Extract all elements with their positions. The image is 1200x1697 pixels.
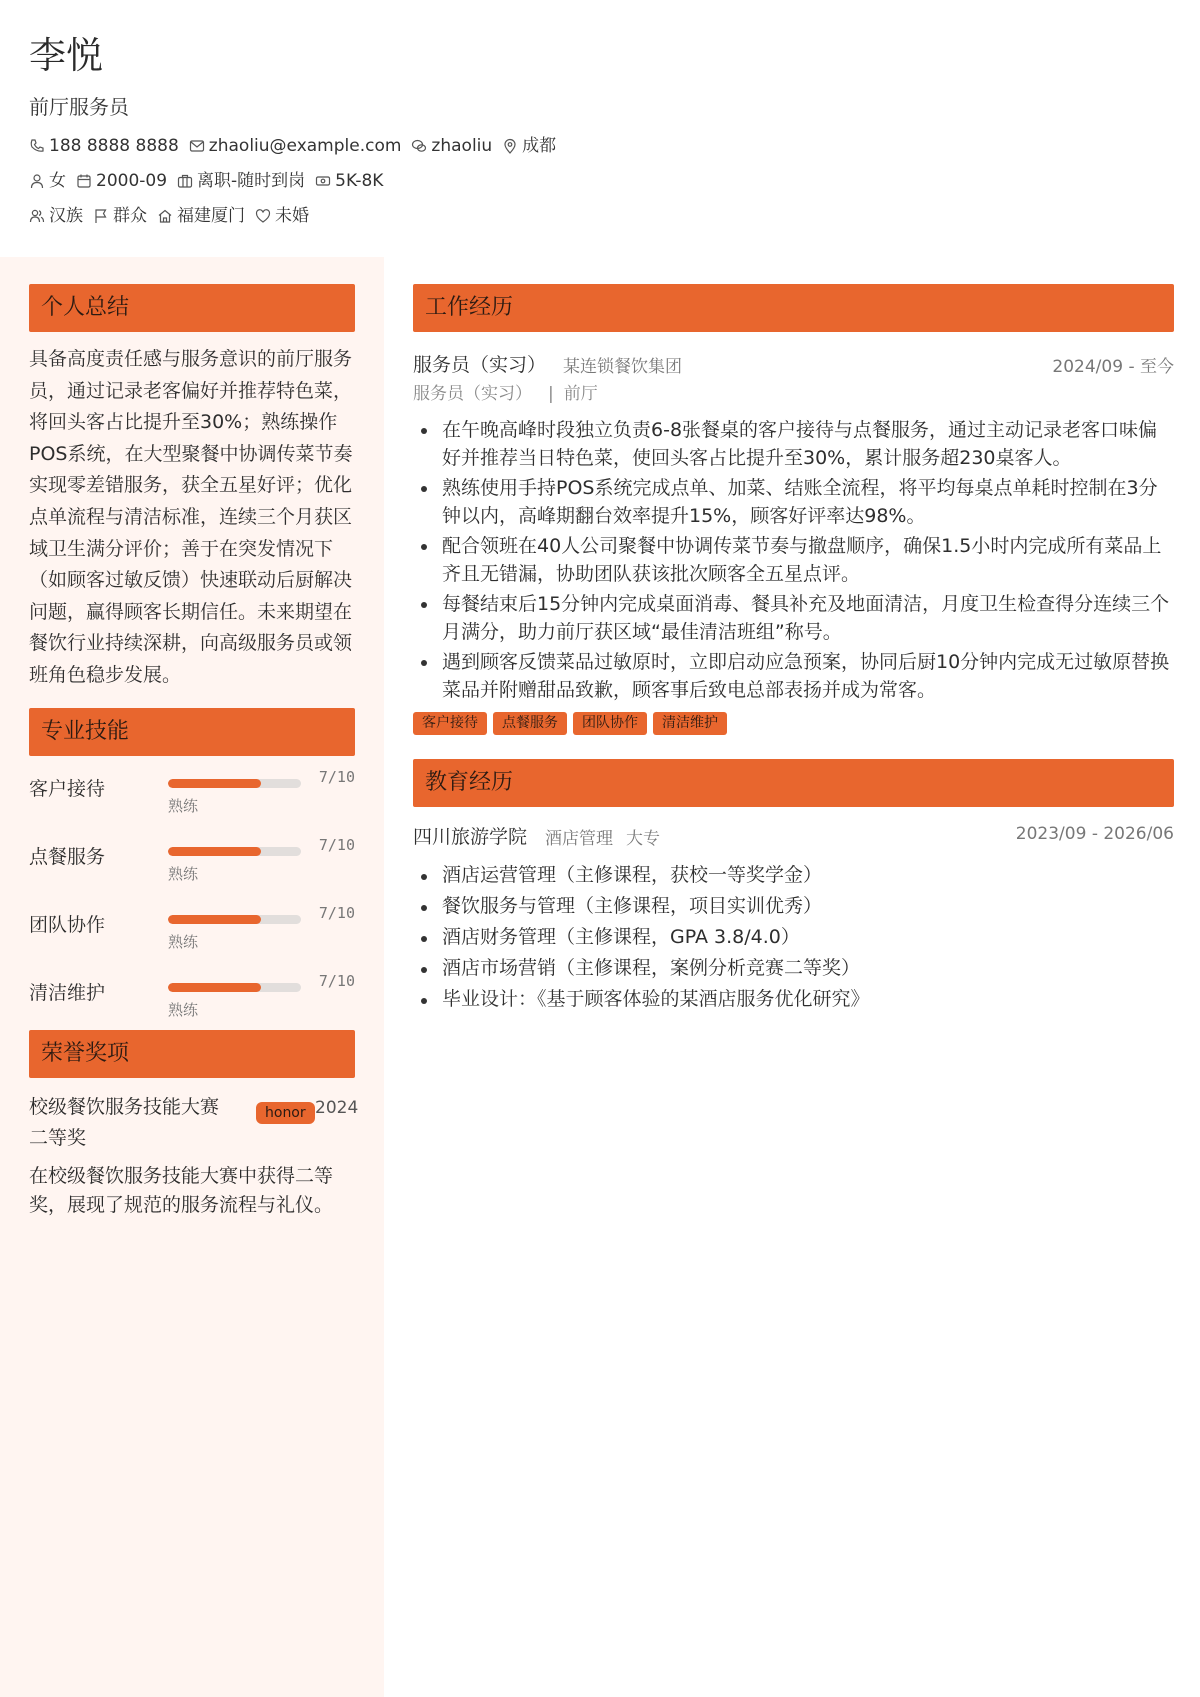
calendar-icon xyxy=(76,173,92,189)
skill-bar-fill xyxy=(168,983,261,992)
skill-name: 团队协作 xyxy=(29,913,106,936)
users-icon xyxy=(29,208,45,224)
skill-tag: 清洁维护 xyxy=(653,712,727,735)
skill-item xyxy=(29,824,355,892)
degree: 大专 xyxy=(626,829,660,849)
job-bullet: 熟练使用手持POS系统完成点单、加菜、结账全流程，将平均每桌点单耗时控制在3分钟以内，高峰期翻台效率提升15%，顾客好评率达98%。 xyxy=(413,474,1174,530)
skill-item xyxy=(29,756,355,824)
candidate-name: 李悦 xyxy=(29,34,103,77)
status-text: 离职-随时到岗 xyxy=(197,171,306,191)
wechat-text: zhaoliu xyxy=(431,136,493,156)
award-item xyxy=(29,1092,359,1220)
money-icon xyxy=(315,173,331,189)
salary-text: 5K-8K xyxy=(335,171,384,191)
job-date: 2024/09 - 至今 xyxy=(1052,357,1174,377)
mail-icon xyxy=(189,138,205,154)
skill-name: 客户接待 xyxy=(29,777,106,800)
job-subline xyxy=(413,380,1174,408)
work-section-title: 工作经历 xyxy=(413,284,1174,332)
skills-section-title: 专业技能 xyxy=(29,708,355,756)
skill-score: 7/10 xyxy=(318,835,355,854)
skill-tag: 团队协作 xyxy=(573,712,647,735)
background-row xyxy=(29,205,1171,227)
ethnicity-info xyxy=(29,205,83,227)
main-content xyxy=(384,257,1200,1697)
job-entry xyxy=(413,346,1174,738)
gender-info xyxy=(29,170,66,192)
summary-text: 具备高度责任感与服务意识的前厅服务员，通过记录老客偏好并推荐特色菜，将回头客占比提升至30%；熟练操作POS系统，在大型聚餐中协调传菜节奏实现零差错服务，获全五星好评；优化点单流程与清洁标准，连续三个月获区域卫生满分评价；善于在突发情况下（如顾客过敏反馈）快速联动后厨解决问题，赢得顾客长期信任。未来期望在餐饮行业持续深耕，向高级服务员或领班角色稳步发展。 xyxy=(29,348,353,686)
skill-bar xyxy=(168,779,301,788)
skills-list xyxy=(29,756,355,1028)
job-title: 服务员（实习） xyxy=(413,354,547,376)
skill-tag: 点餐服务 xyxy=(493,712,567,735)
heart-icon xyxy=(255,208,271,224)
ethnicity-text: 汉族 xyxy=(49,206,83,226)
education-bullet: 酒店财务管理（主修课程，GPA 3.8/4.0） xyxy=(413,922,1174,953)
skill-level: 熟练 xyxy=(168,1000,199,1019)
marital-info xyxy=(255,205,309,227)
job-bullet: 每餐结束后15分钟内完成桌面消毒、餐具补充及地面清洁，月度卫生检查得分连续三个月满分，助力前厅获区域“最佳清洁班组”称号。 xyxy=(413,590,1174,646)
skill-bar-fill xyxy=(168,847,261,856)
marital-text: 未婚 xyxy=(275,206,309,226)
status-info xyxy=(177,170,305,192)
sidebar xyxy=(0,257,384,1697)
skill-tag: 客户接待 xyxy=(413,712,487,735)
education-bullet: 毕业设计：《基于顾客体验的某酒店服务优化研究》 xyxy=(413,984,1174,1015)
user-icon xyxy=(29,173,45,189)
skill-name: 清洁维护 xyxy=(29,981,106,1004)
skill-bar xyxy=(168,915,301,924)
personal-row xyxy=(29,170,1171,192)
education-header xyxy=(413,820,1174,852)
wechat-icon xyxy=(411,138,427,154)
award-year: 2024 xyxy=(315,1097,359,1118)
home-icon xyxy=(157,208,173,224)
job-header xyxy=(413,346,1174,380)
phone-info xyxy=(29,135,179,157)
salary-info xyxy=(315,170,383,192)
award-name: 校级餐饮服务技能大赛二等奖 xyxy=(29,1095,220,1149)
education-section xyxy=(413,759,1174,1015)
education-section-title: 教育经历 xyxy=(413,759,1174,807)
job-department: 前厅 xyxy=(563,384,598,404)
location-icon xyxy=(502,138,518,154)
job-bullets xyxy=(413,416,1174,704)
hometown-info xyxy=(157,205,245,227)
skill-score: 7/10 xyxy=(318,767,355,786)
gender-text: 女 xyxy=(49,171,66,191)
politics-info xyxy=(93,205,147,227)
sidebar-content xyxy=(29,284,359,1220)
birth-text: 2000-09 xyxy=(96,171,168,191)
separator: | xyxy=(548,384,554,404)
skill-bar xyxy=(168,847,301,856)
skill-level: 熟练 xyxy=(168,864,199,883)
education-bullet: 酒店市场营销（主修课程，案例分析竞赛二等奖） xyxy=(413,953,1174,984)
job-company: 某连锁餐饮集团 xyxy=(563,357,682,377)
summary-section-title: 个人总结 xyxy=(29,284,355,332)
skill-level: 熟练 xyxy=(168,932,199,951)
phone-icon xyxy=(29,138,45,154)
politics-text: 群众 xyxy=(113,206,147,226)
contact-row xyxy=(29,135,1171,157)
education-bullets xyxy=(413,860,1174,1015)
email-text: zhaoliu@example.com xyxy=(208,136,402,156)
major: 酒店管理 xyxy=(545,829,613,849)
hometown-text: 福建厦门 xyxy=(177,206,245,226)
job-bullet: 遇到顾客反馈菜品过敏原时，立即启动应急预案，协同后厨10分钟内完成无过敏原替换菜品并附赠甜品致歉，顾客事后致电总部表扬并成为常客。 xyxy=(413,648,1174,704)
email-info xyxy=(189,135,402,157)
skill-item xyxy=(29,960,355,1028)
awards-section-title: 荣誉奖项 xyxy=(29,1030,355,1078)
city-text: 成都 xyxy=(522,136,557,156)
education-bullet: 餐饮服务与管理（主修课程，项目实训优秀） xyxy=(413,891,1174,922)
skill-level: 熟练 xyxy=(168,796,199,815)
school-name: 四川旅游学院 xyxy=(413,826,528,848)
skill-score: 7/10 xyxy=(318,971,355,990)
skill-name: 点餐服务 xyxy=(29,845,106,868)
skill-bar xyxy=(168,983,301,992)
resume-header xyxy=(0,0,1200,257)
birth-info xyxy=(76,170,167,192)
target-position: 前厅服务员 xyxy=(29,95,129,119)
job-role: 服务员（实习） xyxy=(413,384,532,404)
job-bullet: 在午晚高峰时段独立负责6-8张餐桌的客户接待与点餐服务，通过主动记录老客口味偏好并推荐当日特色菜，使回头客占比提升至30%，累计服务超230桌客人。 xyxy=(413,416,1174,472)
award-badge: honor xyxy=(256,1102,315,1124)
education-bullet: 酒店运营管理（主修课程，获校一等奖学金） xyxy=(413,860,1174,891)
main-inner xyxy=(413,284,1174,1015)
city-info xyxy=(502,135,556,157)
skill-item xyxy=(29,892,355,960)
skill-bar-fill xyxy=(168,779,261,788)
education-date: 2023/09 - 2026/06 xyxy=(1015,824,1174,844)
award-description: 在校级餐饮服务技能大赛中获得二等奖，展现了规范的服务流程与礼仪。 xyxy=(29,1164,334,1216)
flag-icon xyxy=(93,208,109,224)
skill-score: 7/10 xyxy=(318,903,355,922)
skill-bar-fill xyxy=(168,915,261,924)
wechat-info xyxy=(411,135,492,157)
briefcase-icon xyxy=(177,173,193,189)
job-bullet: 配合领班在40人公司聚餐中协调传菜节奏与撤盘顺序，确保1.5小时内完成所有菜品上齐且无错漏，协助团队获该批次顾客全五星点评。 xyxy=(413,532,1174,588)
job-tags xyxy=(413,712,1174,738)
phone-text: 188 8888 8888 xyxy=(49,136,179,156)
